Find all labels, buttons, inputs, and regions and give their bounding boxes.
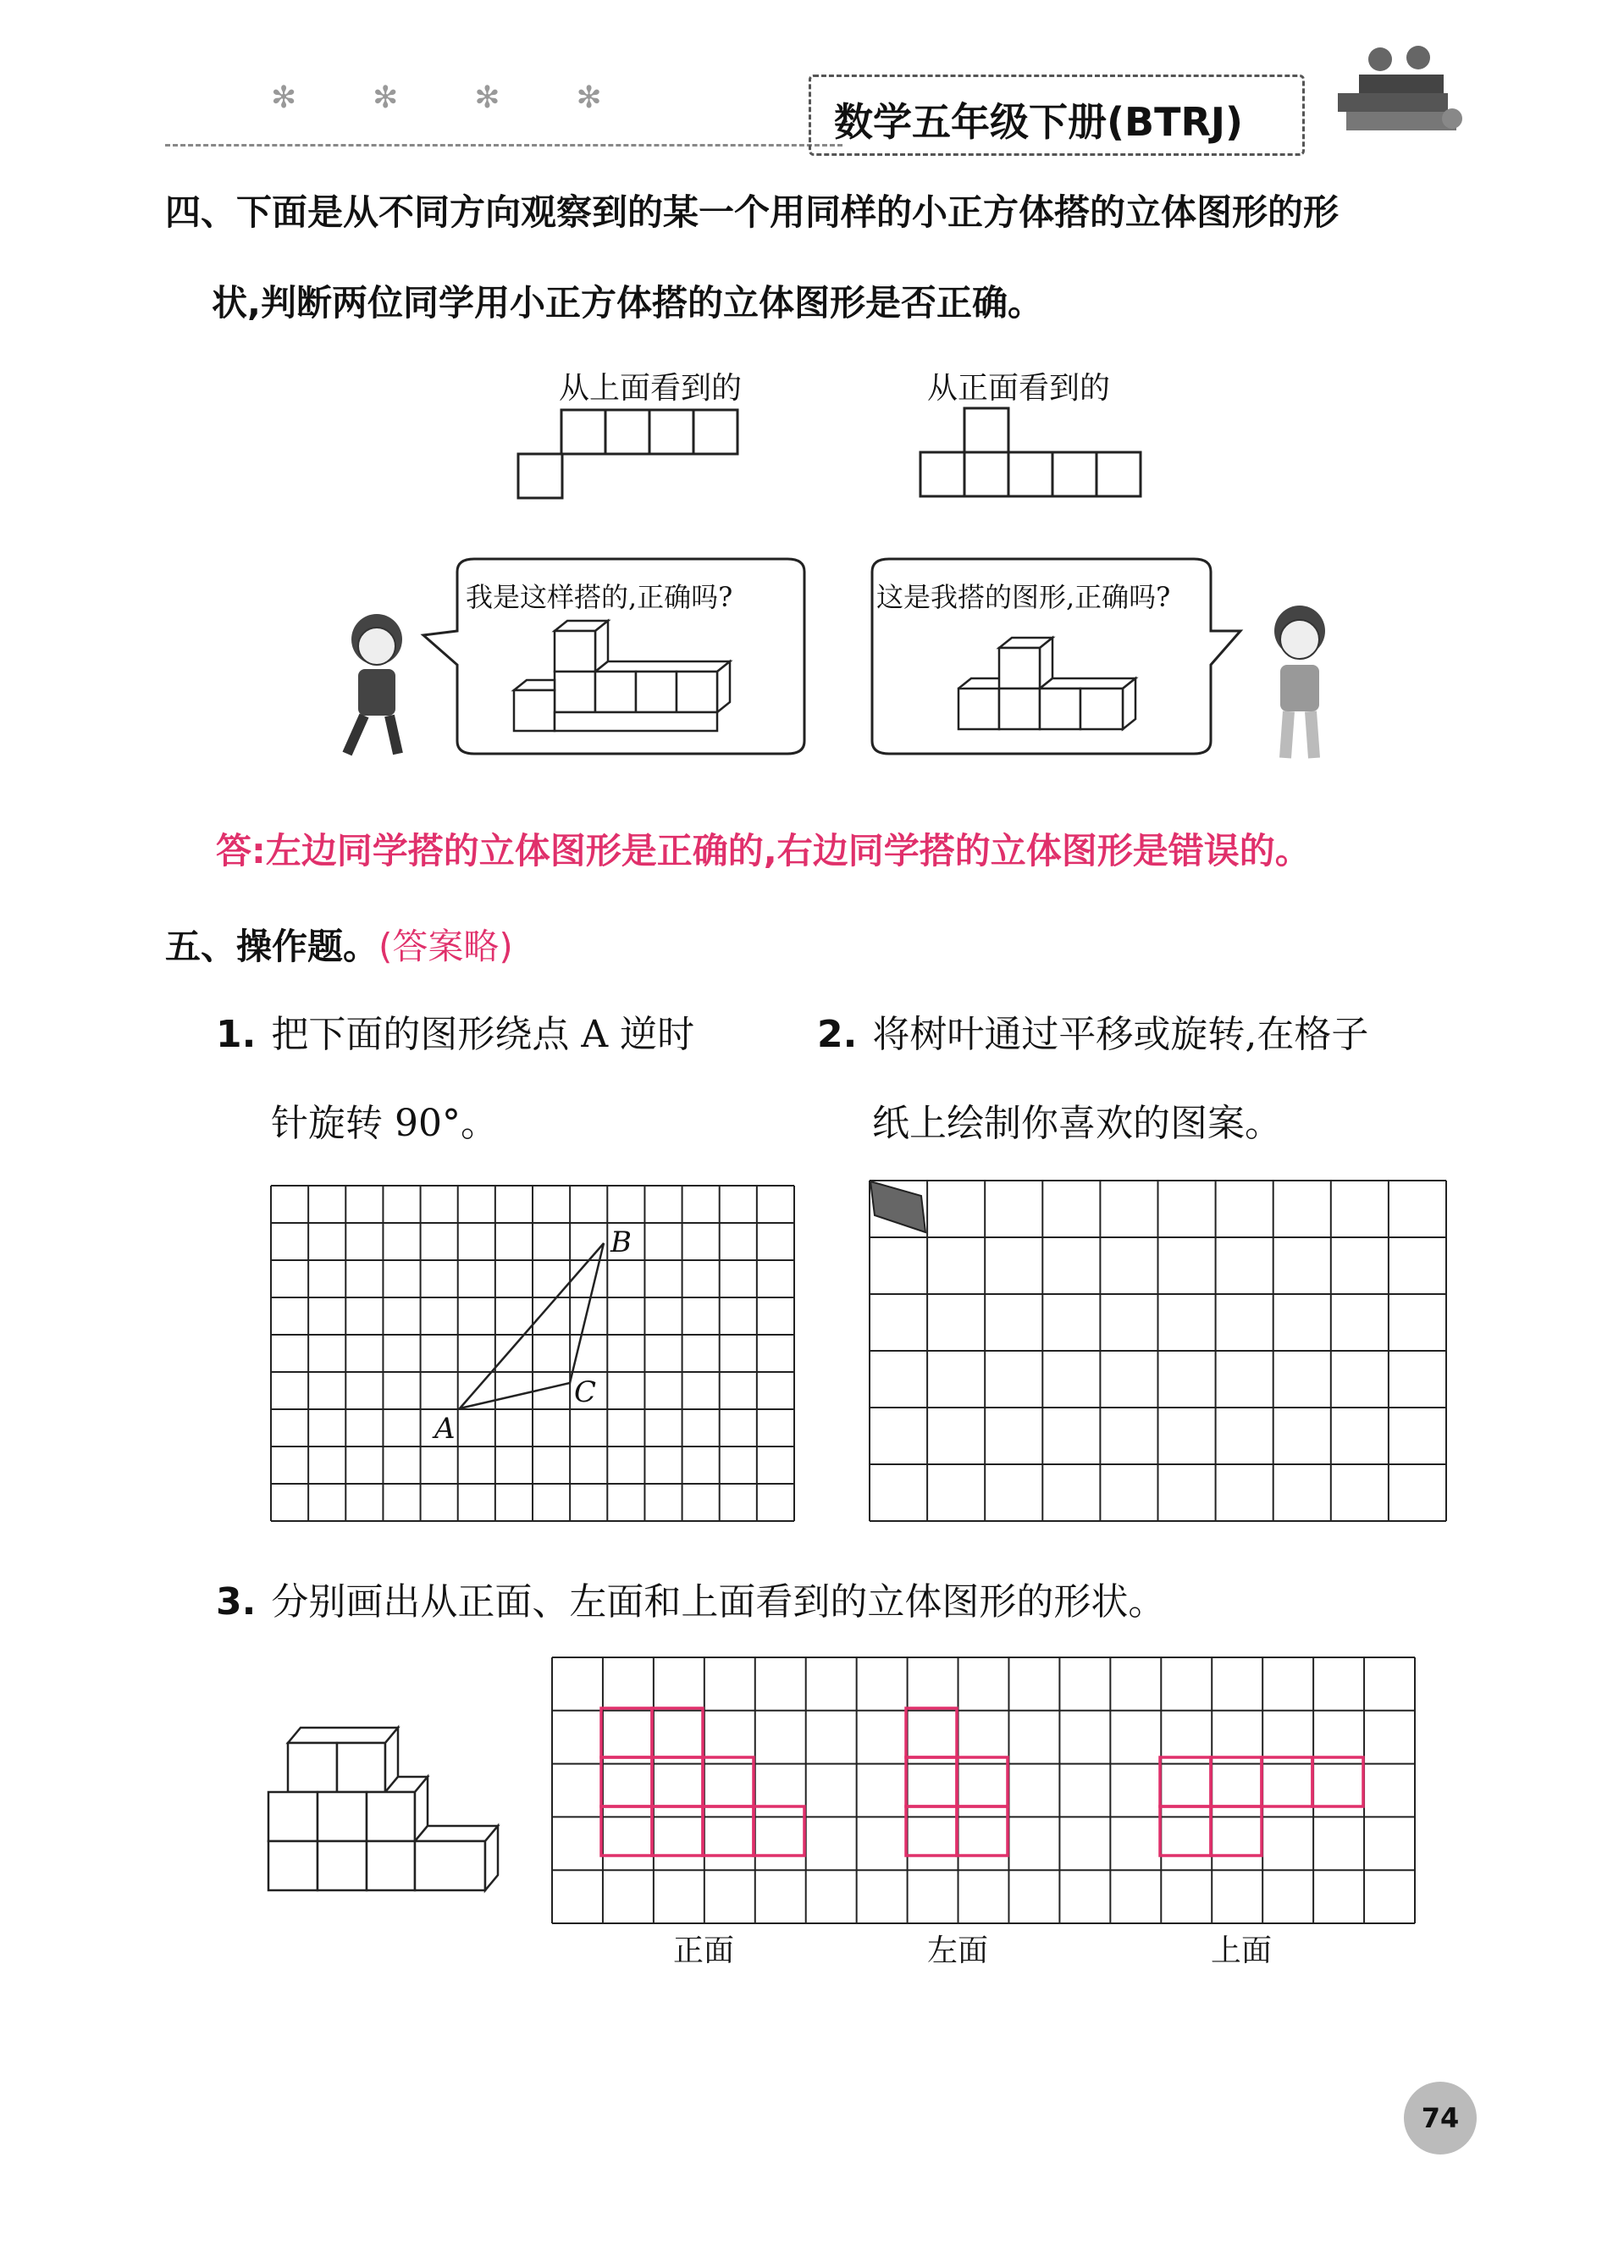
book-title: 数学五年级下册(BTRJ) bbox=[834, 99, 1244, 145]
view-front-label: 从正面看到的 bbox=[927, 371, 1111, 406]
three-views-grid bbox=[550, 1656, 1417, 1925]
item1-line1 bbox=[216, 1004, 694, 1058]
bubble-right-text: 这是我搭的图形,正确吗? bbox=[876, 581, 1171, 613]
item3-number: 3. bbox=[216, 1580, 257, 1624]
boy-right-illustration bbox=[1245, 597, 1355, 766]
item3-line bbox=[216, 1571, 1165, 1625]
item3-text: 分别画出从正面、左面和上面看到的立体图形的形状。 bbox=[271, 1580, 1166, 1624]
label-front: 正面 bbox=[673, 1933, 735, 1968]
leaf-pattern-grid bbox=[868, 1179, 1448, 1523]
point-a-label: A bbox=[434, 1412, 456, 1446]
boy-left-illustration bbox=[326, 606, 428, 766]
item2-number: 2. bbox=[817, 1013, 858, 1056]
header-illustration bbox=[1329, 34, 1473, 152]
point-c-label: C bbox=[574, 1375, 597, 1409]
label-left: 左面 bbox=[927, 1933, 989, 1968]
item1-text-line1: 把下面的图形绕点 A 逆时 bbox=[271, 1013, 695, 1056]
item1-number: 1. bbox=[216, 1013, 257, 1056]
point-b-label: B bbox=[610, 1225, 632, 1259]
section4-question-line1: 四、下面是从不同方向观察到的某一个用同样的小正方体搭的立体图形的形 bbox=[165, 191, 1340, 233]
item1-line2: 针旋转 90°。 bbox=[271, 1102, 498, 1145]
item2-line2: 纸上绘制你喜欢的图案。 bbox=[872, 1102, 1282, 1145]
item2-line1 bbox=[817, 1004, 1368, 1058]
rotation-grid bbox=[269, 1184, 796, 1523]
view-top-label: 从上面看到的 bbox=[559, 371, 743, 406]
bubble-left-text: 我是这样搭的,正确吗? bbox=[466, 581, 733, 613]
leaf-shape bbox=[870, 1181, 925, 1232]
header-stars: ✻✻✻✻ bbox=[271, 80, 678, 115]
answer-views bbox=[601, 1708, 1363, 1856]
section4-answer: 答:左边同学搭的立体图形是正确的,右边同学搭的立体图形是错误的。 bbox=[216, 830, 1311, 871]
top-view-figure bbox=[516, 407, 745, 501]
item2-text-line1: 将树叶通过平移或旋转,在格子 bbox=[872, 1013, 1369, 1056]
section5-title-text: 五、操作题。 bbox=[165, 926, 379, 967]
header-divider bbox=[165, 144, 842, 147]
cube-stack-figure bbox=[267, 1719, 504, 1931]
section5-title bbox=[165, 919, 513, 970]
label-top: 上面 bbox=[1211, 1933, 1273, 1968]
page-number: 74 bbox=[1404, 2082, 1477, 2155]
section4-question-line2: 状,判断两位同学用小正方体搭的立体图形是否正确。 bbox=[212, 282, 1043, 324]
front-view-figure bbox=[919, 407, 1147, 501]
section5-answer-note: (答案略) bbox=[378, 926, 513, 967]
